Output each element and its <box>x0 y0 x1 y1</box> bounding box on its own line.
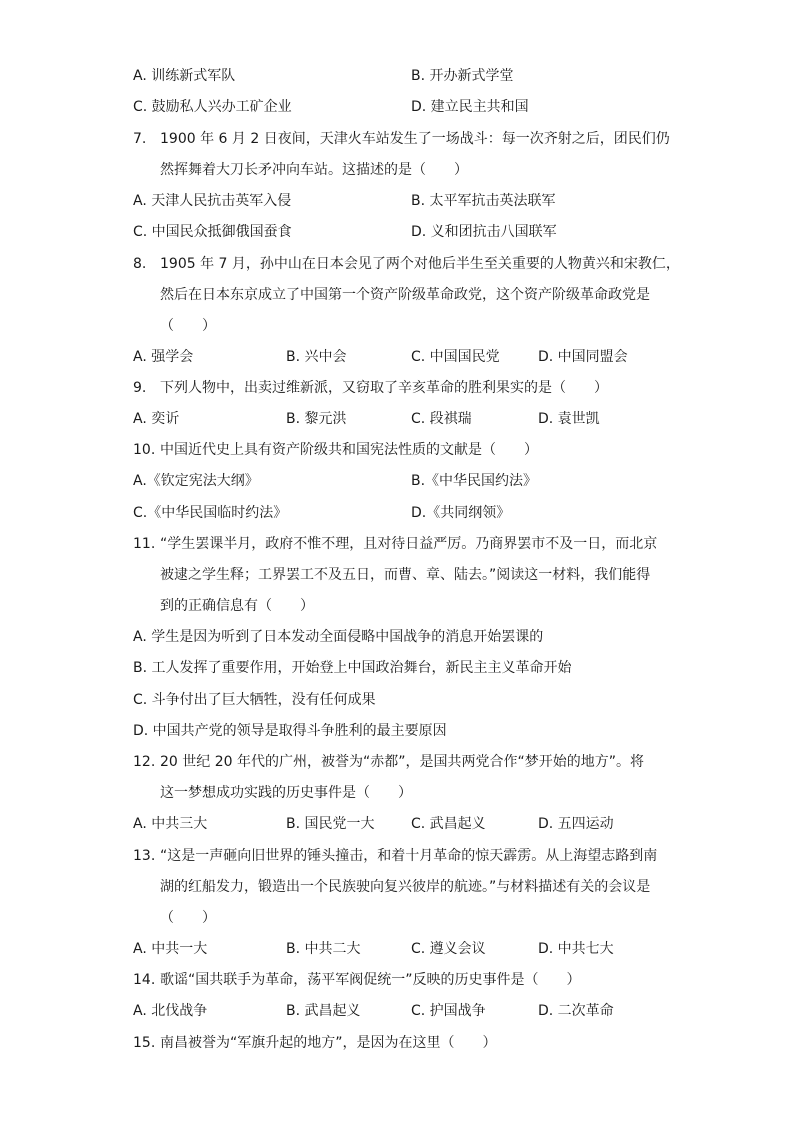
option-a: A. 北伐战争 <box>133 1003 208 1019</box>
question-text-line: 歌谣“国共联手为革命，荡平军阀促统一”反映的历史事件是（ ） <box>160 972 581 988</box>
option-a: A.《钦定宪法大纲》 <box>133 473 259 489</box>
option-b: B.《中华民国约法》 <box>411 473 538 489</box>
question-text-line: 南昌被誉为“军旗升起的地方”，是因为在这里（ ） <box>160 1035 497 1051</box>
question-text-line: 到的正确信息有（ ） <box>160 598 314 614</box>
question-text-line: “学生罢课半月，政府不惟不理，且对待日益严厉。乃商界罢市不及一日，而北京 <box>160 536 658 552</box>
option-a: A. 训练新式军队 <box>133 68 236 84</box>
option-c: C. 遵义会议 <box>411 941 486 957</box>
option-b: B. 国民党一大 <box>286 816 375 832</box>
option-d: D.《共同纲领》 <box>411 505 511 521</box>
question-number: 15. <box>133 1035 156 1051</box>
option-b: B. 开办新式学堂 <box>411 68 514 84</box>
question-text-line: 湖的红船发力，锻造出一个民族驶向复兴彼岸的航迹。”与材料描述有关的会议是 <box>160 879 651 895</box>
option-a: A. 中共一大 <box>133 941 208 957</box>
option-b: B. 武昌起义 <box>286 1003 361 1019</box>
option-d: D. 建立民主共和国 <box>411 99 529 115</box>
option-c: C. 护国战争 <box>411 1003 486 1019</box>
question-number: 7. <box>133 131 147 147</box>
question-text-line: 被逮之学生释；工界罢工不及五日，而曹、章、陆去。”阅读这一材料，我们能得 <box>160 567 651 583</box>
option-c: C. 斗争付出了巨大牺牲，没有任何成果 <box>133 692 376 708</box>
question-number: 11. <box>133 536 156 552</box>
option-b: B. 黎元洪 <box>286 411 347 427</box>
question-number: 12. <box>133 754 156 770</box>
question-text-line: “这是一声砸向旧世界的锤头撞击，和着十月革命的惊天霹雳。从上海望志路到南 <box>160 848 658 864</box>
option-d: D. 义和团抗击八国联军 <box>411 224 557 240</box>
option-a: A. 中共三大 <box>133 816 208 832</box>
option-b: B. 中共二大 <box>286 941 361 957</box>
question-text-line: 然后在日本东京成立了中国第一个资产阶级革命政党，这个资产阶级革命政党是 <box>160 287 650 303</box>
option-c: C. 段祺瑞 <box>411 411 472 427</box>
option-d: D. 中共七大 <box>538 941 614 957</box>
option-c: C. 中国国民党 <box>411 349 500 365</box>
option-a: A. 天津人民抗击英军入侵 <box>133 193 292 209</box>
option-a: A. 强学会 <box>133 349 194 365</box>
option-c: C. 中国民众抵御俄国蚕食 <box>133 224 292 240</box>
question-text-line: 20 世纪 20 年代的广州，被誉为“赤都”，是国共两党合作“梦开始的地方”。将 <box>160 754 644 770</box>
question-text-line: （ ） <box>160 318 216 334</box>
option-a: A. 奕䜣 <box>133 411 180 427</box>
option-b: B. 兴中会 <box>286 349 347 365</box>
question-text-line: 中国近代史上具有资产阶级共和国宪法性质的文献是（ ） <box>160 442 538 458</box>
question-number: 10. <box>133 442 156 458</box>
question-number: 13. <box>133 848 156 864</box>
question-text-line: 下列人物中，出卖过维新派，又窃取了辛亥革命的胜利果实的是（ ） <box>160 380 608 396</box>
option-d: D. 袁世凯 <box>538 411 600 427</box>
option-d: D. 中国同盟会 <box>538 349 628 365</box>
option-b: B. 工人发挥了重要作用，开始登上中国政治舞台，新民主主义革命开始 <box>133 660 572 676</box>
question-number: 8. <box>133 256 147 272</box>
option-c: C. 鼓励私人兴办工矿企业 <box>133 99 292 115</box>
option-c: C.《中华民国临时约法》 <box>133 505 288 521</box>
option-a: A. 学生是因为听到了日本发动全面侵略中国战争的消息开始罢课的 <box>133 629 544 645</box>
question-text-line: 然挥舞着大刀长矛冲向车站。这描述的是（ ） <box>160 162 468 178</box>
question-text-line: （ ） <box>160 910 216 926</box>
question-text-line: 1900 年 6 月 2 日夜间，天津火车站发生了一场战斗：每一次齐射之后，团民们仍 <box>160 131 670 147</box>
question-text-line: 1905 年 7 月，孙中山在日本会见了两个对他后半生至关重要的人物黄兴和宋教仁， <box>160 256 680 272</box>
option-b: B. 太平军抗击英法联军 <box>411 193 556 209</box>
option-c: C. 武昌起义 <box>411 816 486 832</box>
option-d: D. 中国共产党的领导是取得斗争胜利的最主要原因 <box>133 723 447 739</box>
question-text-line: 这一梦想成功实践的历史事件是（ ） <box>160 785 412 801</box>
option-d: D. 五四运动 <box>538 816 614 832</box>
option-d: D. 二次革命 <box>538 1003 614 1019</box>
question-number: 14. <box>133 972 156 988</box>
question-number: 9. <box>133 380 147 396</box>
